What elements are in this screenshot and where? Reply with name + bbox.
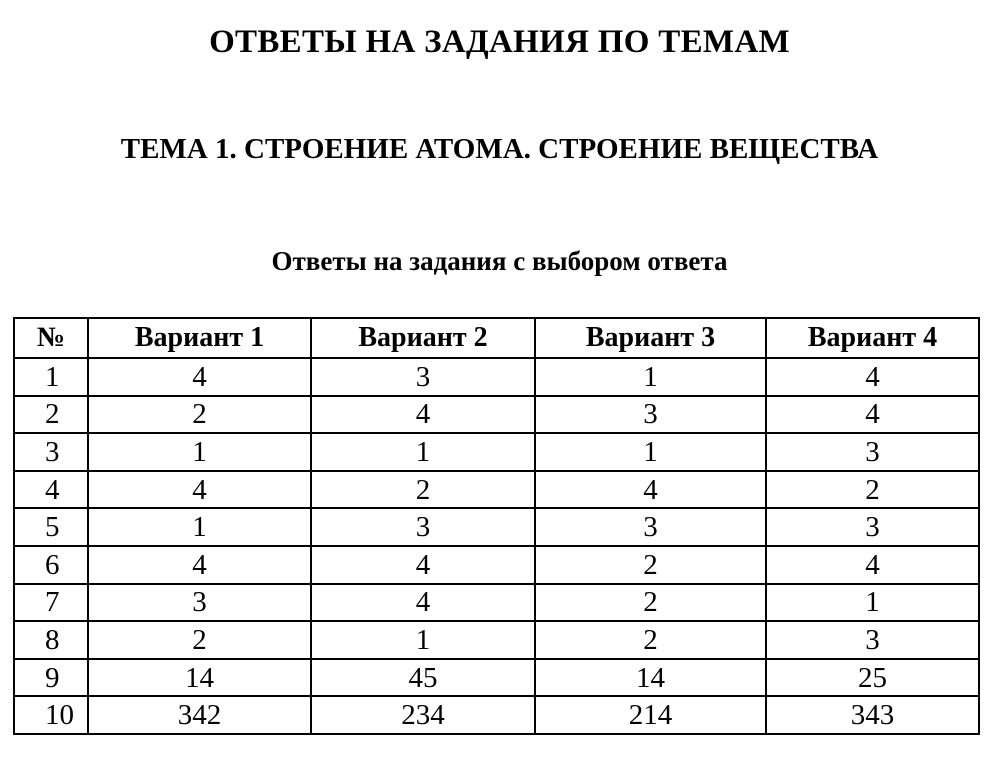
cell-variant-1: 3 (88, 584, 311, 622)
cell-variant-2: 45 (311, 659, 535, 697)
cell-variant-3: 14 (535, 659, 766, 697)
cell-variant-1: 2 (88, 396, 311, 434)
table-row (14, 508, 979, 546)
cell-variant-4: 25 (766, 659, 979, 697)
cell-variant-3: 2 (535, 546, 766, 584)
cell-variant-3: 1 (535, 433, 766, 471)
cell-variant-1: 2 (88, 621, 311, 659)
cell-variant-4: 4 (766, 546, 979, 584)
row-number: 5 (14, 508, 88, 546)
table-row (14, 621, 979, 659)
cell-variant-1: 4 (88, 546, 311, 584)
table-header-row (14, 318, 979, 358)
cell-variant-4: 2 (766, 471, 979, 509)
table-row (14, 659, 979, 697)
table-row (14, 471, 979, 509)
table-row (14, 696, 979, 734)
cell-variant-4: 1 (766, 584, 979, 622)
table-row (14, 584, 979, 622)
topic-title: ТЕМА 1. СТРОЕНИЕ АТОМА. СТРОЕНИЕ ВЕЩЕСТВА (120, 133, 879, 165)
cell-variant-1: 14 (88, 659, 311, 697)
cell-variant-4: 4 (766, 358, 979, 396)
table-row (14, 396, 979, 434)
header-variant-1: Вариант 1 (88, 318, 311, 358)
row-number: 6 (14, 546, 88, 584)
cell-variant-3: 3 (535, 508, 766, 546)
header-variant-4: Вариант 4 (766, 318, 979, 358)
cell-variant-3: 2 (535, 621, 766, 659)
cell-variant-4: 3 (766, 621, 979, 659)
cell-variant-3: 4 (535, 471, 766, 509)
cell-variant-2: 234 (311, 696, 535, 734)
table-row (14, 433, 979, 471)
cell-variant-2: 4 (311, 396, 535, 434)
cell-variant-2: 1 (311, 621, 535, 659)
row-number: 2 (14, 396, 88, 434)
cell-variant-4: 3 (766, 508, 979, 546)
header-variant-2: Вариант 2 (311, 318, 535, 358)
cell-variant-3: 214 (535, 696, 766, 734)
cell-variant-1: 1 (88, 508, 311, 546)
page-title: ОТВЕТЫ НА ЗАДАНИЯ ПО ТЕМАМ (209, 24, 790, 60)
row-number: 3 (14, 433, 88, 471)
cell-variant-4: 4 (766, 396, 979, 434)
cell-variant-4: 343 (766, 696, 979, 734)
cell-variant-2: 4 (311, 584, 535, 622)
cell-variant-3: 1 (535, 358, 766, 396)
header-number: № (14, 318, 88, 358)
cell-variant-2: 4 (311, 546, 535, 584)
row-number: 1 (14, 358, 88, 396)
cell-variant-3: 3 (535, 396, 766, 434)
cell-variant-1: 1 (88, 433, 311, 471)
table-row (14, 546, 979, 584)
row-number: 8 (14, 621, 88, 659)
row-number: 10 (14, 696, 88, 734)
answers-table (13, 317, 980, 735)
table-row (14, 358, 979, 396)
cell-variant-1: 4 (88, 358, 311, 396)
row-number: 9 (14, 659, 88, 697)
cell-variant-1: 4 (88, 471, 311, 509)
cell-variant-2: 1 (311, 433, 535, 471)
section-subtitle: Ответы на задания с выбором ответа (271, 246, 728, 276)
cell-variant-2: 2 (311, 471, 535, 509)
cell-variant-1: 342 (88, 696, 311, 734)
cell-variant-2: 3 (311, 358, 535, 396)
cell-variant-3: 2 (535, 584, 766, 622)
cell-variant-2: 3 (311, 508, 535, 546)
header-variant-3: Вариант 3 (535, 318, 766, 358)
row-number: 4 (14, 471, 88, 509)
cell-variant-4: 3 (766, 433, 979, 471)
row-number: 7 (14, 584, 88, 622)
